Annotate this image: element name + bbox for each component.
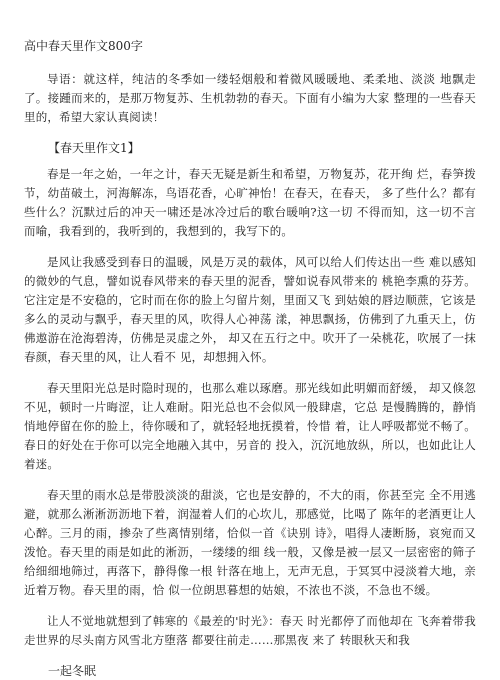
paragraph-2: 是风让我感受到春日的温暖，风是万灵的载体，风可以给人们传达出一些 难以感知的微妙的气息，譬如说春风带来的春天里的泥香，譬如说春风带来的 桃艳李熏的芬芳。它注定是不安稳的，它时而在你的脸上匀留片刻，里面又飞 到姑娘的唇边顺蔗，它该是多么的灵动与飘乎，春天里的风，吹得人心神荡 漾，神思飘扬，仿佛到了九重天上，仿佛遨游在沧海碧涛，仿佛是灵虚之外， 却又在五行之中。吹开了一朵桃花，吹展了一抹春颜，春天里的风，让人看不 见，却想拥入怀。 (24, 255, 476, 364)
intro-paragraph: 导语：就这样，纯洁的冬季如一缕轻烟般和着微风暖暖地、柔柔地、淡淡 地飘走了。接踵而来的，是那万物复苏、生机勃勃的春天。下面有小编为大家 整理的一些春天里的，希望大家认真阅读！ (24, 72, 476, 124)
paragraph-3: 春天里阳光总是时隐时现的，也那么难以琢磨。那光线如此明媚而舒缓， 却又倏忽不见，顿时一片晦涩，让人难耐。阳光总也不会似风一般肆虐，它总 是慢腾腾的，静悄悄地停留在你的脸上，待你暖和了，就轻轻地抚摸着，怜惜 着，让人呼吸都觉不畅了。春日的好处在于你可以完全地融入其中，另音的 投入，沉沉地放纵，所以，也如此让人着迷。 (24, 381, 476, 471)
paragraph-1: 春是一年之始，一年之计，春天无疑是新生和希望，万物复苏，花开绚 烂，春笋拨节，幼苗破土，河海解冻，鸟语花香，心旷神怡！在春天，在春天， 多了些什么？都有些什么？沉默过后的冲天一啸还是冰冷过后的歌台暖响?这一切 不得而知，这一切不言而喻，我看到的，我听到的，我想到的，我写下的。 (24, 167, 476, 238)
closing-heading: 一起冬眠 (48, 664, 97, 678)
document-title: 高中春天里作文800字 (24, 39, 143, 53)
paragraph-5: 让人不觉地就想到了韩寒的《最差的'时光》：春天 时光都停了而他却在 飞奔着带我走世界的尽头南方风雪北方堕落 都要往前走……那黑夜 来了 转眼秋天和我 (24, 614, 476, 647)
section-heading: 【春天里作文1】 (48, 141, 140, 155)
paragraph-4: 春天里的雨水总是带股淡淡的甜淡，它也是安静的，不大的雨，你甚至完 全不用逃避，就那么淅淅沥沥地下着，润湿着人们的心坎儿，那感觉，比喝了 陈年的老酒更让人心醉。三月的雨，掺杂了些离情别绪，恰似一首《诀别 诗》，唱得人凄断肠，哀宛而又泼怆。春天里的雨是如此的淅沥，一缕缕的细 线一般，又像是被一层又一层密密的筛子给细细地筛过，再落下，静得像一根 针落在地上，无声无息，于冥冥中浸淡着大地，亲近着万物。春天里的雨，恰 似一位朗思暮想的姑娘，不浓也不淡，不急也不缓。 (24, 488, 476, 597)
